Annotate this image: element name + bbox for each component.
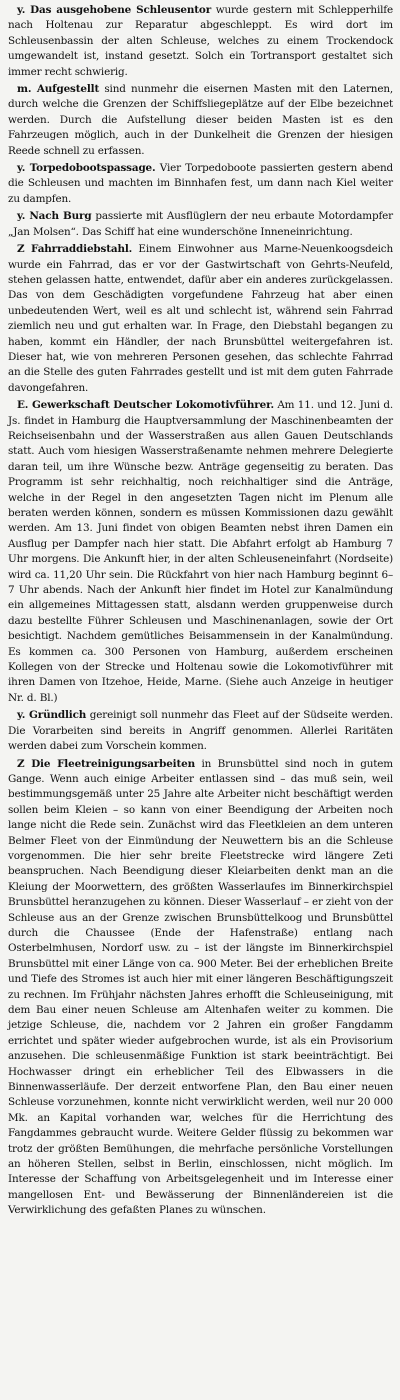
headline: y. Torpedobootspassage. (17, 162, 156, 175)
article-schleusentor (8, 3, 393, 80)
article-text: Vier Torpedoboote passierten gestern abend die Schleusen und machten im Binnhafen fest, um dann nach Kiel weiter zu dampfen. (8, 162, 393, 205)
article-burg (8, 209, 393, 240)
headline: E. Gewerkschaft Deutscher Lokomotivführer. (17, 399, 274, 412)
article-lokomotivfuehrer (8, 398, 393, 706)
headline: y. Gründlich (17, 709, 87, 722)
article-torpedoboote (8, 161, 393, 207)
article-text: in Brunsbüttel sind noch in gutem Gange. Wenn auch einige Arbeiter entlassen sind – das muß sein, weil bestimmungsgemäß unter 25 Jahre alte Arbeiter nicht beschäftigt werden sollen beim Kleien – so kann von einer Beendigung der Arbeiten noch lange nicht die Rede sein. Zunächst wird das Fleetkleien an dem unteren Belmer Fleet von der Einmündung der Neuwettern bis an die Schleuse vorgenommen. Die hier sehr breite Fleetstrecke wird längere Zeti beanspruchen. Nach Beendigung dieser Kleiarbeiten denkt man an die Kleiung der Moorwettern, des größten Wasserlaufes im Binnerkirchspiel Brunsbüttel heranzugehen zu können. Dieser Wasserlauf – er zieht von der Schleuse aus an der Grenze zwischen Brunsbüttelkoog und Brunsbüttel durch die Chaussee (Ende der Hafenstraße) entlang nach Osterbelmhusen, Nordorf usw. zu – ist der längste im Binnerkirchspiel Brunsbüttel mit einer Länge von ca. 900 Meter. Bei der erheblichen Breite und Tiefe des Stromes ist auch hier mit einer längeren Beschäftigungszeit zu rechnen. Im Frühjahr nächsten Jahres erhofft die Schleuseinigung, mit dem Bau einer neuen Schleuse am Altenhafen weiter zu kommen. Die jetzige Schleuse, die, nachdem vor 2 Jahren ein großer Fangdamm errichtet und später wieder aufgebrochen wurde, ist als ein Provisorium anzusehen. Die schleusenmäßige Funktion ist stark beeinträchtigt. Bei Hochwasser dringt ein erheblicher Teil des Elbwassers in die Binnenwasserläufe. Der derzeit entworfene Plan, den Bau einer neuen Schleuse vorzunehmen, konnte nicht verwirklicht werden, weil nur 20 000 Mk. an Kapital vorhanden war, welches für die Herrichtung des Fangdammes gebraucht wurde. Weitere Gelder flüssig zu bekommen war trotz der größten Bemühungen, die mehrfache persönliche Vorstellungen an höheren Stellen, selbst in Berlin, einschlossen, nicht möglich. Im Interesse der Schaffung von Arbeitsgelegenheit und im Interesse einer mangellosen Ent- und Bewässerung der Binnenländereien ist die Verwirklichung des gefaßten Planes zu wünschen. (8, 757, 393, 1217)
headline: m. Aufgestellt (17, 83, 100, 96)
headline: Z Fahrraddiebstahl. (17, 243, 133, 256)
headline: y. Nach Burg (17, 210, 92, 223)
article-text: Einem Einwohner aus Marne-Neuenkoogsdeich wurde ein Fahrrad, das er vor der Gastwirtschaft von Gehrts-Neufeld, stehen gelassen hatte, entwendet, dafür aber ein anderes zurückgelassen. Das von dem Geschädigten vorgefundene Fahrzeug hat aber einen unbedeutenden Wert, weil es alt und schlecht ist, während sein Fahrrad ziemlich neu und gut erhalten war. In Frage, den Diebstahl begangen zu haben, kommt ein Händler, der nach Brunsbüttel weitergefahren ist. Dieser hat, wie von mehreren Personen gesehen, das schlechte Fahrrad an die Stelle des guten Fahrrades gestellt und ist mit dem guten Fahrrade davongefahren. (8, 243, 394, 394)
headline: y. Das ausgehobene Schleusentor (17, 4, 212, 16)
article-text: passierte mit Ausflüglern der neu erbaute Motordampfer „Jan Molsen“. Das Schiff hat eine wunderschöne Inneneinrichtung. (8, 210, 393, 238)
article-text: Am 11. und 12. Juni d. Js. findet in Hamburg die Hauptversammlung der Maschinenbeamten der Reichseisenbahn und der Wasserstraßen aus allen Gauen Deutschlands statt. Auch vom hiesigen Wasserstraßenamte nehmen mehrere Delegierte daran teil, um ihre Wünsche bezw. Anträge gegenseitig zu beraten. Das Programm ist sehr reichhaltig, noch reichhaltiger sind die Anträge, welche in der Regel in den angesetzten Tagen nicht im Plenum alle beraten werden können, sondern es müssen Kommissionen dazu gewählt werden. Am 13. Juni findet von obigen Beamten nebst ihren Damen ein Ausflug per Dampfer nach hier statt. Die Abfahrt erfolgt ab Hamburg 7 Uhr morgens. Die Ankunft hier, in der alten Schleuseneinfahrt (Nordseite) wird ca. 11,20 Uhr sein. Die Rückfahrt von hier nach Hamburg beginnt 6–7 Uhr abends. Nach der Ankunft hier findet im Hotel zur Kanalmündung ein allgemeines Mittagessen statt, alsdann werden gruppenweise durch dazu bestellte Führer Schleusen und Maschinenanlagen, sowie der Ort besichtigt. Nachdem gemütliches Beisammensein in der Kanalmündung. Es kommen ca. 300 Personen von Hamburg, außerdem erscheinen Kollegen von der Strecke und Holtenau sowie die Lokomotivführer mit ihren Damen von Itzehoe, Heide, Marne. (Siehe auch Anzeige in heutiger Nr. d. Bl.) (8, 399, 394, 704)
headline: Z Die Fleetreinigungsarbeiten (17, 757, 195, 770)
article-masten (8, 82, 393, 159)
article-text: sind nunmehr die eisernen Masten mit den Laternen, durch welche die Grenzen der Schiffsliegeplätze auf der Elbe bezeichnet werden. Durch die Aufstellung dieser beiden Masten ist es den Fahrzeugen möglich, auch in der Dunkelheit die Grenzen der hiesigen Reede schnell zu erfassen. (8, 83, 394, 157)
article-fleet-suedseite (8, 708, 393, 754)
article-fahrraddiebstahl (8, 242, 393, 396)
article-text: wurde gestern mit Schlepperhilfe nach Holtenau zur Reparatur abgeschleppt. Es wird dort im Schleusenbassin der alten Schleuse, welches zu einem Trockendock umgewandelt ist, instand gesetzt. Solch ein Tortransport gestaltet sich immer recht schwierig. (8, 4, 394, 78)
article-fleetreinigung (8, 757, 393, 1219)
article-text: gereinigt soll nunmehr das Fleet auf der Südseite werden. Die Vorarbeiten sind bereits in Angriff genommen. Allerlei Raritäten werden dabei zum Vorschein kommen. (8, 709, 393, 753)
